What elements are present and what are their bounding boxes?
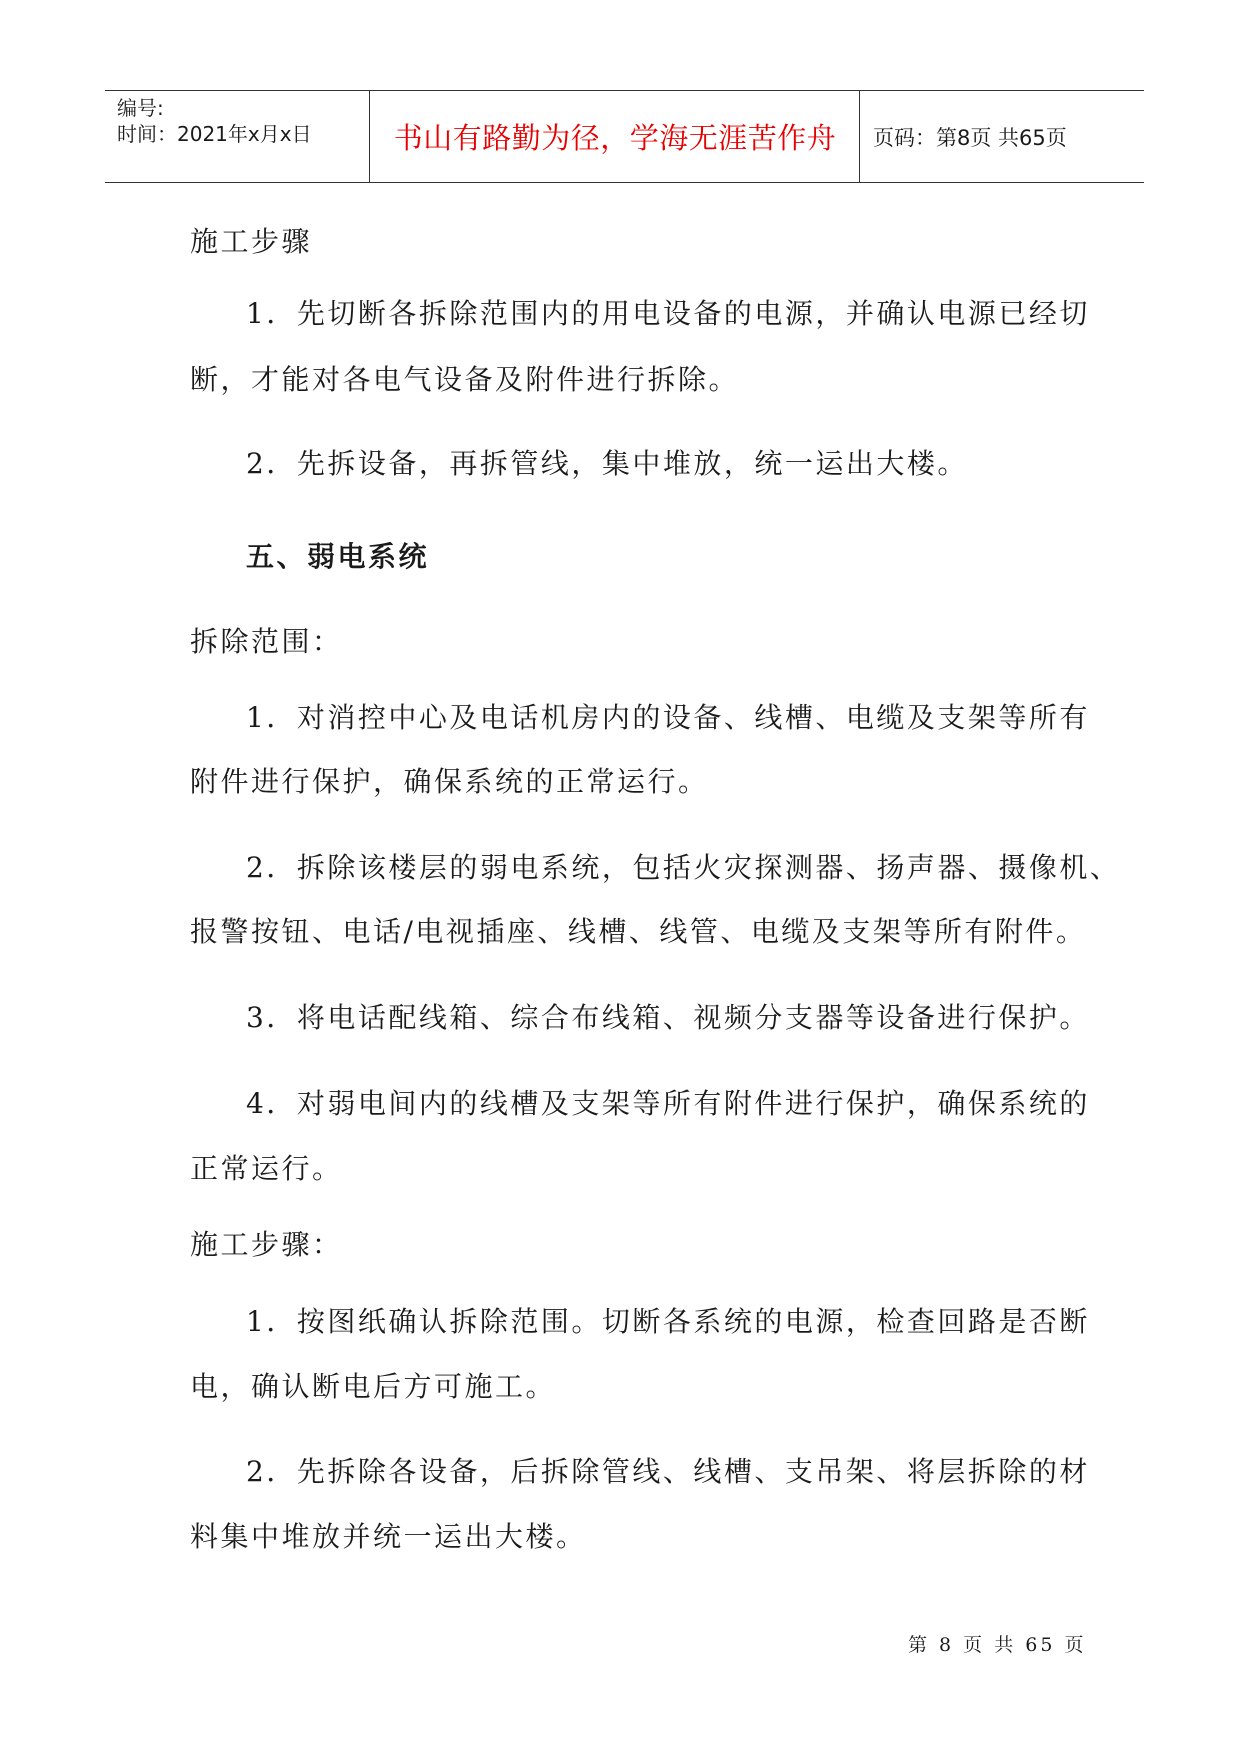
header-divider-right xyxy=(859,91,860,182)
paragraph: 2．先拆除各设备，后拆除管线、线槽、支吊架、将层拆除的材 xyxy=(246,1455,1090,1488)
paragraph: 2．先拆设备，再拆管线，集中堆放，统一运出大楼。 xyxy=(246,447,968,480)
paragraph: 1．先切断各拆除范围内的用电设备的电源，并确认电源已经切 xyxy=(246,297,1090,330)
paragraph: 2．拆除该楼层的弱电系统，包括火灾探测器、扬声器、摄像机、 xyxy=(246,851,1121,884)
paragraph: 断，才能对各电气设备及附件进行拆除。 xyxy=(190,363,740,396)
time-label: 时间：2021年x月x日 xyxy=(117,122,312,146)
page-header xyxy=(105,90,1144,183)
paragraph: 电，确认断电后方可施工。 xyxy=(190,1370,557,1403)
header-meta xyxy=(117,91,367,182)
paragraph: 1．对消控中心及电话机房内的设备、线槽、电缆及支架等所有 xyxy=(246,701,1090,734)
paragraph: 3．将电话配线箱、综合布线箱、视频分支器等设备进行保护。 xyxy=(246,1001,1090,1034)
header-page-info: 页码：第8页 共65页 xyxy=(873,125,1067,150)
section-heading: 五、弱电系统 xyxy=(246,540,430,573)
header-motto: 书山有路勤为径，学海无涯苦作舟 xyxy=(393,121,837,155)
paragraph: 施工步骤 xyxy=(190,225,313,258)
paragraph: 1．按图纸确认拆除范围。切断各系统的电源，检查回路是否断 xyxy=(246,1305,1090,1338)
serial-label: 编号: xyxy=(117,96,164,120)
paragraph: 施工步骤： xyxy=(190,1228,343,1261)
paragraph: 报警按钮、电话/电视插座、线槽、线管、电缆及支架等所有附件。 xyxy=(190,915,1087,948)
page-footer: 第 8 页 共 65 页 xyxy=(908,1634,1087,1656)
paragraph: 正常运行。 xyxy=(190,1152,343,1185)
header-divider-left xyxy=(369,91,370,182)
paragraph: 拆除范围： xyxy=(190,625,343,658)
paragraph: 附件进行保护，确保系统的正常运行。 xyxy=(190,765,709,798)
paragraph: 4．对弱电间内的线槽及支架等所有附件进行保护，确保系统的 xyxy=(246,1087,1090,1120)
paragraph: 料集中堆放并统一运出大楼。 xyxy=(190,1520,587,1553)
